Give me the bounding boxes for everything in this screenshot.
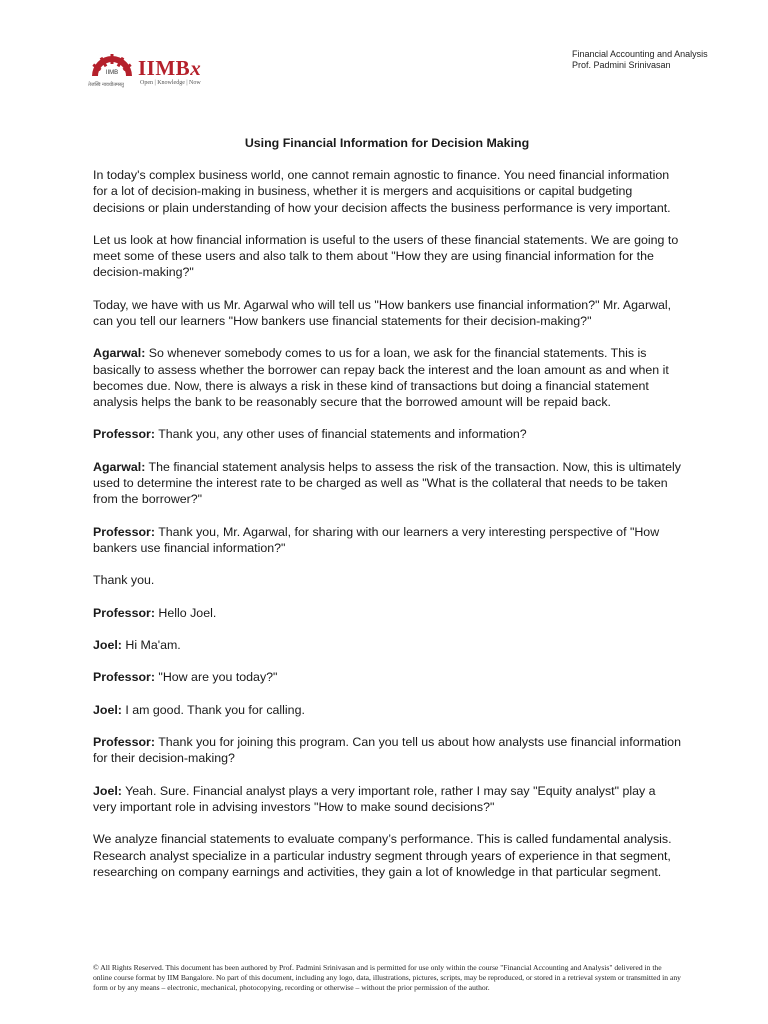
page-header	[0, 0, 768, 100]
iimbx-logo	[88, 52, 238, 92]
svg-text:IIMB: IIMB	[105, 70, 119, 76]
document-title: Using Financial Information for Decision Making	[244, 136, 530, 150]
paragraph-text: Thank you, any other uses of financial statements and information?	[154, 427, 527, 442]
speaker-label: Professor:	[93, 524, 155, 539]
transcript-paragraph	[93, 637, 681, 653]
course-meta	[572, 49, 708, 71]
transcript	[93, 167, 681, 880]
copyright-footer: © All Rights Reserved. This document has been authored by Prof. Padmini Srinivasan and is permitted for use only within the course "Financial Accounting and Analysis" delivered in the online course format by IIM Bangalore. No part of this document, including any logo, data, illustrations, pictures, scripts, may be reproduced, or stored in a retrieval system or transmitted in any form or by any means – electronic, mechanical, photocopying, recording or otherwise – without the prior permission of the author.	[93, 963, 681, 992]
transcript-paragraph	[93, 734, 681, 766]
speaker-label: Joel:	[93, 702, 122, 717]
author-name: Prof. Padmini Srinivasan	[572, 60, 671, 70]
course-name: Financial Accounting and Analysis	[572, 49, 708, 59]
transcript-paragraph	[93, 167, 681, 216]
paragraph-text: Let us look at how financial information is useful to the users of these financial statements. We are going to meet some of these users and also talk to them about "How they are using financial information for the decision-making?"	[93, 233, 679, 280]
paragraph-text: Hi Ma'am.	[121, 637, 181, 652]
paragraph-text: Thank you.	[93, 573, 155, 588]
transcript-paragraph	[93, 459, 681, 508]
paragraph-text: Yeah. Sure. Financial analyst plays a very important role, rather I may say "Equity analyst" play a very important role in advising investors "How to make sound decisions?"	[93, 783, 656, 814]
transcript-paragraph	[93, 426, 681, 442]
transcript-paragraph	[93, 669, 681, 685]
logo-wordmark: IIMBx	[138, 56, 202, 80]
speaker-label: Professor:	[93, 670, 155, 685]
speaker-label: Agarwal:	[93, 459, 146, 474]
speaker-label: Agarwal:	[93, 346, 146, 361]
paragraph-text: "How are you today?"	[154, 670, 278, 685]
speaker-label: Professor:	[93, 427, 155, 442]
iimb-emblem-icon	[88, 52, 136, 82]
transcript-paragraph	[93, 783, 681, 815]
paragraph-text: Thank you, Mr. Agarwal, for sharing with our learners a very interesting perspective of "How bankers use financial information?"	[93, 524, 660, 555]
transcript-paragraph	[93, 232, 681, 281]
transcript-paragraph	[93, 702, 681, 718]
paragraph-text: We analyze financial statements to evaluate company’s performance. This is called fundamental analysis. Research analyst specialize in a particular industry segment through years of experience in that segment, researching on company earnings and activities, they gain a lot of knowledge in that particular segment.	[93, 832, 672, 879]
paragraph-text: So whenever somebody comes to us for a loan, we ask for the financial statements. This is basically to assess whether the borrower can repay back the interest and the loan amount as and when it becomes due. Now, there is always a risk in these kind of transactions but doing a financial statement analysis helps the bank to be reasonably secure that the borrowed amount will be repaid back.	[93, 346, 669, 409]
transcript-paragraph	[93, 572, 681, 588]
speaker-label: Joel:	[93, 783, 122, 798]
paragraph-text: Thank you for joining this program. Can you tell us about how analysts use financial information for their decision-making?	[93, 735, 681, 766]
transcript-paragraph	[93, 345, 681, 410]
paragraph-text: Hello Joel.	[154, 605, 217, 620]
transcript-paragraph	[93, 605, 681, 621]
paragraph-text: I am good. Thank you for calling.	[121, 702, 305, 717]
logo-motto: तेजस्वि नावधीतमस्तु	[88, 82, 124, 88]
speaker-label: Professor:	[93, 605, 155, 620]
transcript-paragraph	[93, 297, 681, 329]
paragraph-text: In today's complex business world, one cannot remain agnostic to finance. You need financial information for a lot of decision-making in business, whether it is mergers and acquisitions or capital budgeting decisions or plain understanding of how your decision affects the business performance is very important.	[93, 168, 671, 215]
paragraph-text: The financial statement analysis helps to assess the risk of the transaction. Now, this is ultimately used to determine the interest rate to be charged as well as "What is the collateral that needs to be taken from the borrower?"	[93, 459, 681, 507]
speaker-label: Professor:	[93, 735, 155, 750]
transcript-paragraph	[93, 524, 681, 556]
document-body	[93, 135, 681, 896]
paragraph-text: Today, we have with us Mr. Agarwal who will tell us "How bankers use financial information?" Mr. Agarwal, can you tell our learners "How bankers use financial statements for their decision-making?"	[93, 297, 672, 328]
logo-tagline: Open | Knowledge | Now	[140, 80, 201, 86]
transcript-paragraph	[93, 831, 681, 880]
speaker-label: Joel:	[93, 637, 122, 652]
